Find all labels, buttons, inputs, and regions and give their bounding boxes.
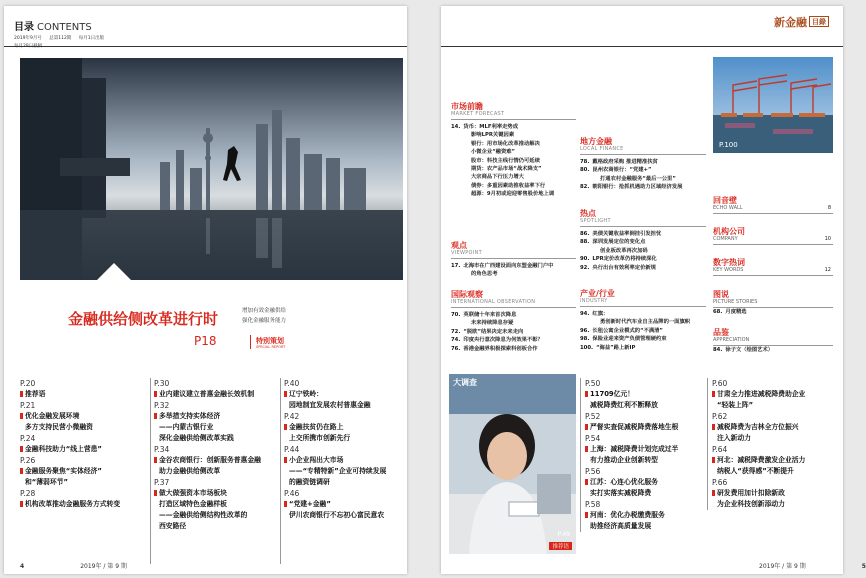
article-page-number: P.52 <box>585 412 601 421</box>
contents-entry[interactable] <box>580 318 706 326</box>
contents-entry[interactable] <box>580 247 706 255</box>
contents-entry[interactable] <box>451 165 576 173</box>
entry-title: 朝阳银行：抢抓机遇助力区域经济发展 <box>592 184 683 191</box>
contents-title-en: CONTENTS <box>37 22 92 33</box>
entry-page-number: 78. <box>580 159 590 165</box>
entry-page-number: 90. <box>580 256 590 263</box>
picture-stories-entry[interactable] <box>713 308 833 316</box>
contents-entry[interactable] <box>451 157 576 165</box>
contents-entry[interactable] <box>451 131 576 139</box>
left-article-columns <box>20 378 405 564</box>
company-title: 机构公司 <box>713 227 745 236</box>
keywords-en: KEY WORDS <box>713 267 744 273</box>
article-page-number: P.34 <box>154 445 170 454</box>
contents-entry[interactable] <box>451 336 576 344</box>
article-column-2 <box>150 378 276 564</box>
echo-wall-en: ECHO WALL <box>713 205 743 211</box>
contents-entry[interactable] <box>451 270 576 278</box>
issue-publish-day: 每月1日出版 <box>78 36 105 41</box>
article-title[interactable]: 严督实查促减税降费落地生根 <box>585 422 704 433</box>
article-page-number: P.30 <box>154 379 170 388</box>
feature-page-number[interactable]: P18 <box>194 334 217 348</box>
picture-stories-entry-text: 月度精选 <box>725 309 747 315</box>
section-title-en: MARKET FORECAST <box>451 111 576 120</box>
company-en: COMPANY <box>713 236 738 242</box>
article-title[interactable]: 金融服务聚焦“实体经济” <box>20 466 146 477</box>
article-title[interactable]: 金谷农商银行：创新服务普惠金融 <box>154 455 276 466</box>
entry-title: 长租公寓企业模式的“不满清” <box>592 327 663 334</box>
article-page-number: P.62 <box>712 412 728 421</box>
contents-entry[interactable] <box>451 319 576 327</box>
entry-title: 戴格政府采购 推进精准扶贫 <box>592 159 658 165</box>
appreciation-title: 品鉴 <box>713 328 729 337</box>
contents-entry[interactable] <box>580 175 706 183</box>
article-title[interactable]: 做大做强资本市场板块 <box>154 488 276 499</box>
article-page-number: P.21 <box>20 401 36 410</box>
contents-entry[interactable] <box>580 158 706 166</box>
entry-page-number: 76. <box>451 345 461 352</box>
feature-page-divider <box>250 335 251 349</box>
entry-title: 银行：用市场化改革推动解决 <box>471 140 540 147</box>
picture-stories-row <box>713 299 833 308</box>
article-title[interactable]: 实打实落实减税降费 <box>590 489 652 497</box>
article-title[interactable]: ——“专精特新”企业可持续发展 <box>289 467 387 475</box>
article-page-number: P.37 <box>154 478 170 487</box>
article-title[interactable]: 优化金融发展环境 <box>20 411 146 422</box>
magazine-logo-text: 新金融 <box>774 16 807 29</box>
entry-title: 红旗： <box>592 311 609 317</box>
left-issue-label: 2019年 / 第 9 期 <box>80 563 127 570</box>
section-viewpoint <box>451 241 576 279</box>
left-page-number: 4 <box>20 563 25 570</box>
article-title[interactable]: 西安路径 <box>159 522 187 530</box>
section-title: 观点 <box>451 241 467 250</box>
keywords-row <box>713 267 833 276</box>
appreciation-en: APPRECIATION <box>713 337 750 343</box>
article-page-number: P.54 <box>585 434 601 443</box>
section-title: 地方金融 <box>580 137 612 146</box>
section-international <box>451 290 576 353</box>
article-page-number: P.46 <box>284 489 300 498</box>
entry-page-number: 72. <box>451 328 461 335</box>
article-title[interactable]: 伊川农商银行不忘初心富民意农 <box>289 511 385 519</box>
right-page-number: 5 <box>861 563 866 570</box>
article-title[interactable]: “轻装上阵” <box>717 401 754 409</box>
echo-wall-page: 8 <box>827 205 831 211</box>
article-title[interactable]: 减税降费红利不断释放 <box>590 401 658 409</box>
article-title[interactable]: 金融扶贫仍在路上 <box>284 422 406 433</box>
article-title[interactable]: 上海：减税降费计划完成过半 <box>585 444 704 455</box>
feature-tag: 特别策划 <box>256 337 284 345</box>
article-title[interactable]: 减税降费为吉林全方位振兴 <box>712 422 831 433</box>
contents-entry[interactable] <box>451 328 576 336</box>
article-title[interactable]: 河南：优化办税缴费服务 <box>585 510 704 521</box>
feature-subtitle-line-1: 增加有效金融供给 <box>242 308 287 314</box>
port-photo-page[interactable]: P.100 <box>719 141 738 149</box>
entry-page-number: 14. <box>451 124 461 130</box>
article-title[interactable]: 上交所携市创新先行 <box>289 434 351 442</box>
article-title[interactable]: 研发费用加计扣除新政 <box>712 488 831 499</box>
article-page-number: P.56 <box>585 467 601 476</box>
article-page-number: P.24 <box>20 434 36 443</box>
left-footer <box>20 561 127 570</box>
article-page-number: P.42 <box>284 412 300 421</box>
entry-page-number: 80. <box>580 167 590 174</box>
contents-entry[interactable] <box>580 255 706 263</box>
issue-month: 2019年9月号 <box>14 36 42 41</box>
entry-title: 央行出台有效利率定价新规 <box>592 264 656 271</box>
entry-title: 勇创新时代汽车业自主品牌的一面旗帜 <box>600 319 691 326</box>
survey-badge: 大调查 <box>453 378 477 387</box>
contents-entry[interactable] <box>451 262 576 270</box>
entry-title: 影响LPR关键因素 <box>471 132 515 139</box>
contents-entry[interactable] <box>580 344 706 352</box>
article-title[interactable]: ——金融供给侧结构性改革的 <box>159 511 248 519</box>
entry-title: 期货：农产品市场“战术降支” <box>471 166 542 173</box>
section-title: 市场前瞻 <box>451 102 483 111</box>
article-title[interactable]: 多举措支持实体经济 <box>154 411 276 422</box>
entry-title: 美债关键收益率倒挂引发担忧 <box>592 231 662 237</box>
article-title[interactable]: 纳税人“获得感”不断提升 <box>717 467 794 475</box>
left-page <box>4 6 407 574</box>
section-title-en: INTERNATIONAL OBSERVATION <box>451 299 576 308</box>
echo-wall-section[interactable] <box>713 196 833 214</box>
article-title[interactable]: 江苏：心连心优化服务 <box>585 477 704 488</box>
article-column-3 <box>280 378 406 564</box>
contents-entry[interactable] <box>451 140 576 148</box>
appreciation-section[interactable] <box>713 328 833 354</box>
contents-entry[interactable] <box>580 335 706 343</box>
entry-page-number: 94. <box>580 311 590 317</box>
article-title[interactable]: 业内建议建立普惠金融长效机制 <box>154 389 276 400</box>
article-page-number: P.58 <box>585 500 601 509</box>
article-title[interactable]: 有力推动企业创新转型 <box>590 456 658 464</box>
appreciation-entry-text: 徐子文（绘图艺术） <box>725 347 774 353</box>
entry-title: 深圳发展定位的变化点 <box>592 239 646 246</box>
entry-page-number: 74. <box>451 337 461 344</box>
survey-page[interactable]: P.49 <box>557 531 570 538</box>
article-title[interactable]: 打造区域特色金融样板 <box>159 500 227 508</box>
article-title[interactable]: 助推经济高质量发展 <box>590 522 652 530</box>
article-page-number: P.28 <box>20 489 36 498</box>
section-spotlight <box>580 209 706 272</box>
article-title[interactable]: 推荐语 <box>20 389 146 400</box>
entry-title: 股市：科技主线行情仍可延续 <box>471 157 540 164</box>
section-market-forecast <box>451 102 576 199</box>
entry-title: 昆州农商银行：“党建+” <box>592 167 652 174</box>
contents-entry[interactable] <box>451 148 576 156</box>
entry-page-number: 70. <box>451 312 461 318</box>
contents-entry[interactable] <box>580 310 706 318</box>
article-title[interactable]: 和“薄弱环节” <box>25 478 68 486</box>
section-title: 产业/行业 <box>580 289 615 298</box>
echo-wall-row <box>713 205 833 214</box>
article-title[interactable]: 小企业闯出大市场 <box>284 455 406 466</box>
article-title[interactable]: 园地制宜发展农村普惠金融 <box>289 401 371 409</box>
header-divider <box>4 46 407 47</box>
article-page-number: P.32 <box>154 401 170 410</box>
article-title[interactable]: 11709亿元！ <box>585 389 704 400</box>
right-footer <box>759 561 866 570</box>
entry-page-number: 88. <box>580 239 590 246</box>
article-column-1 <box>20 378 146 564</box>
contents-entry[interactable] <box>580 183 706 191</box>
contents-entry[interactable] <box>580 264 706 272</box>
entry-title: 债券：多重因素助推收益率下行 <box>471 182 546 189</box>
entry-title: 小微企业“融资难” <box>471 149 516 156</box>
appreciation-entry[interactable] <box>713 346 833 354</box>
entry-page-number: 17. <box>451 263 461 269</box>
feature-title[interactable]: 金融供给侧改革进行时 <box>68 310 219 328</box>
article-title[interactable]: 甘肃全力推进减税降费助企业 <box>712 389 831 400</box>
issue-total: 总第112期 <box>49 36 72 41</box>
entry-title: 大宗商品下行压力增大 <box>471 174 524 181</box>
magazine-logo <box>774 14 829 30</box>
article-page-number: P.20 <box>20 379 36 388</box>
company-section[interactable] <box>713 227 833 245</box>
article-title[interactable]: “党建+金融” <box>284 499 406 510</box>
picture-stories-en: PICTURE STORIES <box>713 299 758 305</box>
keywords-section[interactable] <box>713 258 833 276</box>
contents-entry[interactable] <box>580 238 706 246</box>
contents-entry[interactable] <box>451 345 576 353</box>
section-local-finance <box>580 137 706 192</box>
article-title[interactable]: ——内蒙古银行业 <box>159 423 214 431</box>
contents-entry[interactable] <box>580 327 706 335</box>
article-title[interactable]: 的融资链调研 <box>289 478 330 486</box>
section-title-en: SPOTLIGHT <box>580 218 706 227</box>
article-page-number: P.40 <box>284 379 300 388</box>
entry-title: 打通农村金融服务“最后一公里” <box>600 175 676 182</box>
entry-title: 印度央行意次降息为何效果不彰？ <box>463 337 543 344</box>
article-page-number: P.64 <box>712 445 728 454</box>
picture-stories-section[interactable] <box>713 290 833 316</box>
right-page <box>441 6 866 574</box>
appreciation-entry-number: 84. <box>713 347 723 353</box>
article-page-number: P.66 <box>712 478 728 487</box>
keywords-page: 12 <box>824 267 831 273</box>
echo-wall-title: 回音壁 <box>713 196 737 205</box>
entry-page-number: 82. <box>580 184 590 191</box>
contents-title: 目录 CONTENTS <box>14 22 92 33</box>
article-title[interactable]: 注入新动力 <box>717 434 751 442</box>
survey-tag: 推荐语 <box>549 542 572 550</box>
entry-title: “脱欧”结果决定未来走向 <box>463 328 524 335</box>
picture-stories-title: 图说 <box>713 290 729 299</box>
entry-title: 的角色思考 <box>471 271 498 278</box>
section-industry <box>580 289 706 352</box>
article-page-number: P.60 <box>712 379 728 388</box>
contents-entry[interactable] <box>451 182 576 190</box>
contents-entry[interactable] <box>580 166 706 174</box>
feature-tag-en: SPECIAL REPORT <box>256 345 286 349</box>
entry-title: 创业板改革再次加码 <box>600 247 648 254</box>
entry-title: 未来持续降息存疑 <box>471 320 514 327</box>
feature-subtitle-line-2: 强化金融服务能力 <box>242 318 287 324</box>
survey-column-2 <box>707 378 831 510</box>
entry-title: “海益”路上新IP <box>596 344 636 351</box>
article-page-number: P.50 <box>585 379 601 388</box>
section-title: 热点 <box>580 209 596 218</box>
entry-title: 英联储十年来首次降息 <box>463 312 517 318</box>
issue-meta <box>14 35 110 41</box>
feature-subtitle <box>242 306 286 326</box>
contents-entry[interactable] <box>451 173 576 181</box>
entry-page-number: 86. <box>580 231 590 237</box>
survey-column-1 <box>580 378 704 532</box>
article-title[interactable]: 金融科技助力“线上营患” <box>20 444 146 455</box>
entry-page-number: 96. <box>580 327 590 334</box>
section-title: 国际观察 <box>451 290 483 299</box>
article-title[interactable]: 为企业科技创新添动力 <box>717 500 785 508</box>
entry-title: LPR定价改革仍将持续深化 <box>592 256 657 263</box>
picture-stories-entry-number: 68. <box>713 309 723 315</box>
magazine-logo-badge: 目錄 <box>809 16 829 27</box>
right-issue-label: 2019年 / 第 9 期 <box>759 563 806 570</box>
worker-survey-photo <box>449 374 576 554</box>
contents-entry[interactable] <box>580 230 706 238</box>
article-title[interactable]: 机构改革推动金融服务方式转变 <box>20 499 146 510</box>
entry-title: 北海市在广西建设面向东盟金融门户中 <box>463 263 554 269</box>
entry-title: 保险业迎来资产负债管理硬约束 <box>592 336 667 343</box>
article-title[interactable]: 多方支持民营小微融资 <box>25 423 93 431</box>
section-title-en: LOCAL FINANCE <box>580 146 706 155</box>
article-page-number: P.44 <box>284 445 300 454</box>
entry-page-number: 98. <box>580 336 590 343</box>
entry-page-number: 100. <box>580 344 594 351</box>
article-page-number: P.26 <box>20 456 36 465</box>
company-page: 10 <box>824 236 831 242</box>
contents-entry[interactable] <box>451 190 576 198</box>
contents-entry[interactable] <box>451 311 576 319</box>
contents-entry[interactable] <box>451 123 576 131</box>
keywords-title: 数字热词 <box>713 258 745 267</box>
port-cranes-photo <box>713 57 833 153</box>
article-title[interactable]: 助力金融供给侧改革 <box>159 467 221 475</box>
entry-title: 货币：MLF利率走势成 <box>463 124 519 130</box>
article-title[interactable]: 河北：减税降费激发企业活力 <box>712 455 831 466</box>
shanghai-skyline-photo <box>20 58 403 280</box>
article-title[interactable]: 辽宁铁岭： <box>284 389 406 400</box>
entry-title: 超源：9月初或迎迎零售股价地上调 <box>471 191 555 198</box>
entry-title: 香港金融界积极探索科创板合作 <box>463 345 538 352</box>
company-row <box>713 236 833 245</box>
right-header-divider <box>441 46 843 47</box>
section-title-en: VIEWPOINT <box>451 250 576 259</box>
entry-page-number: 92. <box>580 264 590 271</box>
article-title[interactable]: 深化金融供给侧改革实践 <box>159 434 234 442</box>
section-title-en: INDUSTRY <box>580 298 706 307</box>
contents-header <box>14 18 110 49</box>
appreciation-row <box>713 337 833 346</box>
